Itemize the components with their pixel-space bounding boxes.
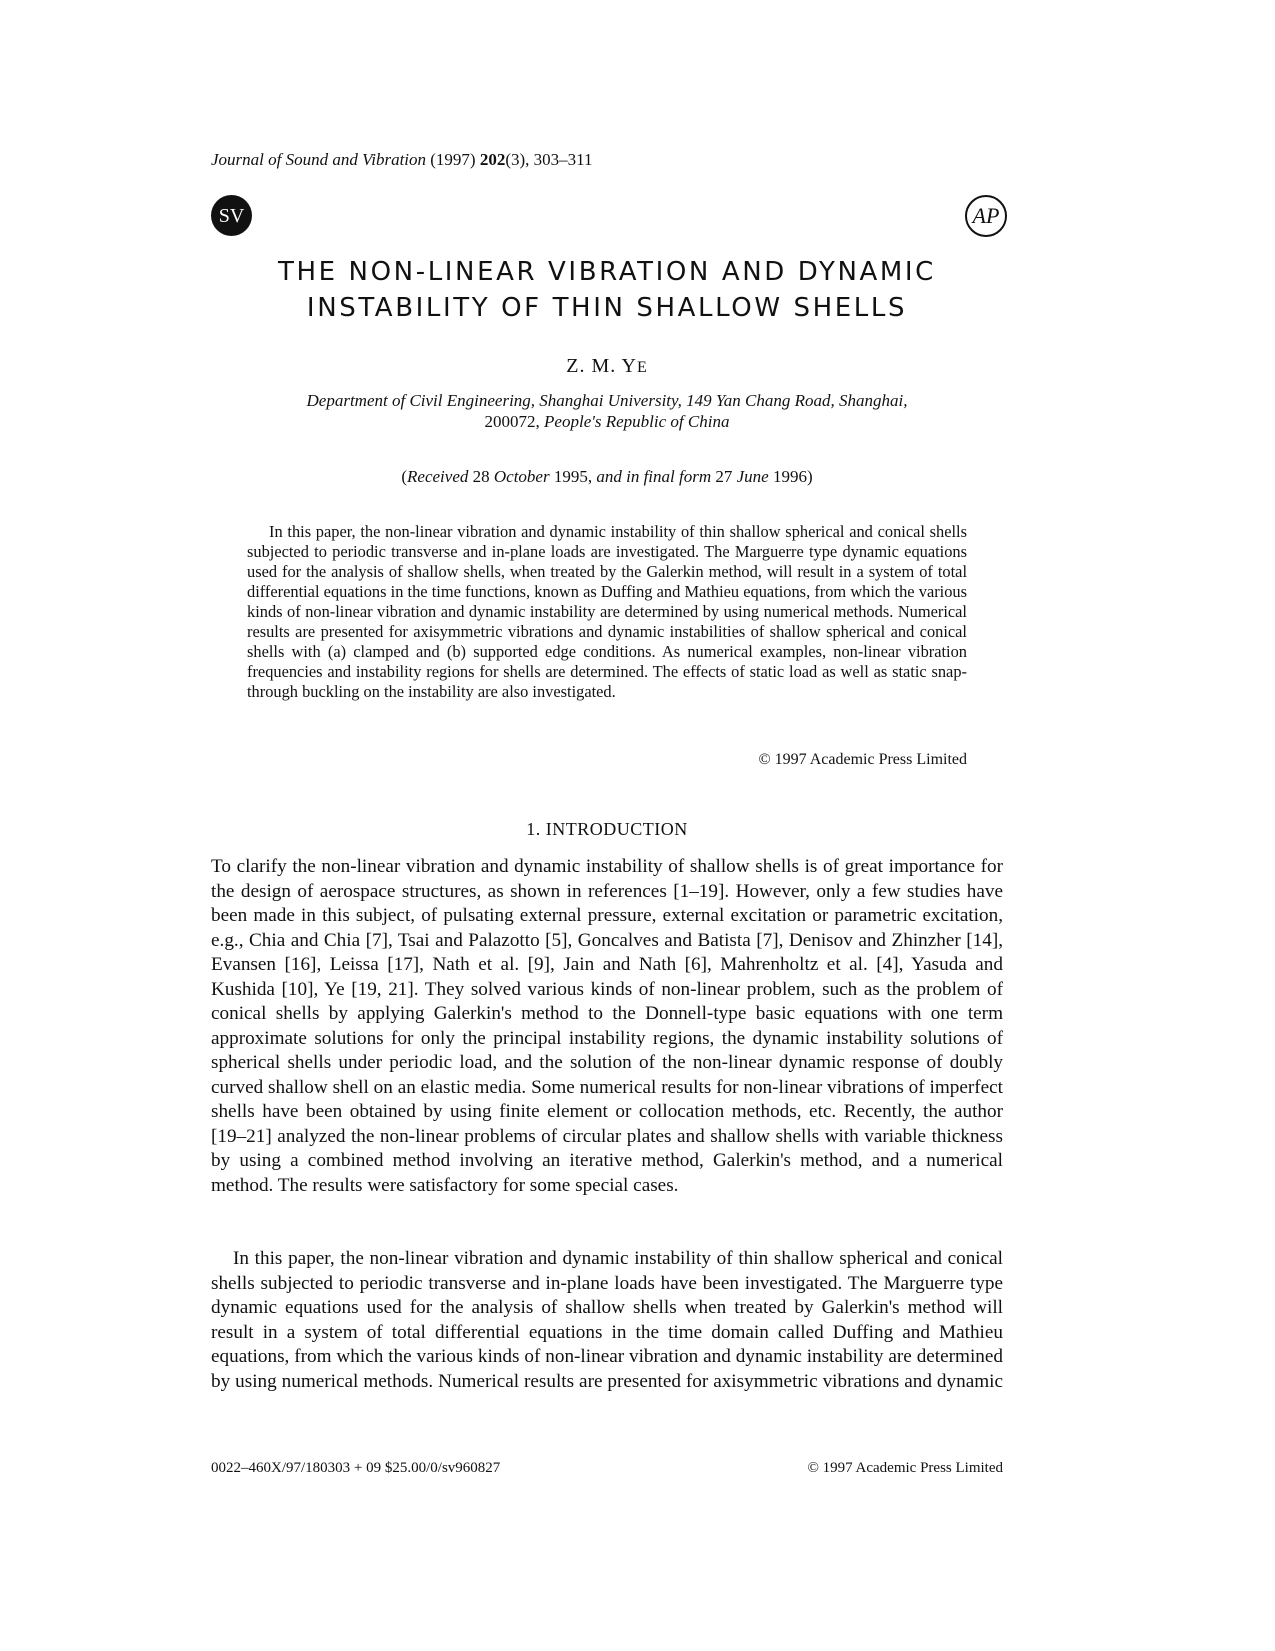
- title-line-1: THE NON-LINEAR VIBRATION AND DYNAMIC: [278, 257, 936, 287]
- sv-logo-icon: SV: [211, 195, 252, 236]
- journal-issue-pages: (3), 303–311: [505, 150, 593, 169]
- abstract-copyright: © 1997 Academic Press Limited: [758, 751, 967, 768]
- title-line-2: INSTABILITY OF THIN SHALLOW SHELLS: [306, 293, 908, 323]
- section-heading: 1. INTRODUCTION: [526, 819, 688, 839]
- ap-logo-icon: AP: [965, 195, 1007, 237]
- journal-name: Journal of Sound and Vibration: [211, 150, 427, 169]
- received-dates: (Received 28 October 1995, and in final form 27 June 1996): [401, 467, 813, 486]
- affiliation-line-1: Department of Civil Engineering, Shanghai University, 149 Yan Chang Road, Shanghai,: [306, 391, 908, 410]
- intro-paragraph-2: In this paper, the non-linear vibration and dynamic instability of thin shallow spherical and conical shells subjected to periodic transverse and in-plane loads have been investigated. The Marguerre type dynamic equations used for the analysis of shallow shells when treated by Galerkin's method will result in a system of total differential equations in the time domain called Duffing and Mathieu equations, from which the various kinds of non-linear vibration and dynamic instability are determined by using numerical methods. Numerical results are presented for axisymmetric vibrations and dynamic: [211, 1248, 1003, 1392]
- journal-year: (1997): [430, 150, 476, 169]
- footer-code: 0022–460X/97/180303 + 09 $25.00/0/sv960827: [211, 1460, 501, 1476]
- abstract-text: In this paper, the non-linear vibration and dynamic instability of thin shallow spherical and conical shells subjected to periodic transverse and in-plane loads are investigated. The Marguerre type dynamic equations used for the analysis of shallow shells, when treated by the Galerkin method, will result in a system of total differential equations in the time functions, known as Duffing and Mathieu equations, from which the various kinds of non-linear vibration and dynamic instability are determined by using numerical methods. Numerical results are presented for axisymmetric vibrations and dynamic instabilities of shallow spherical and conical shells with (a) clamped and (b) supported edge conditions. As numerical examples, non-linear vibration frequencies and instability regions for shells are determined. The effects of static load as well as static snap-through buckling on the instability are also investigated.: [247, 522, 967, 701]
- journal-volume: 202: [479, 150, 506, 169]
- footer-copyright: © 1997 Academic Press Limited: [807, 1460, 1003, 1476]
- author-affiliation: [211, 390, 1003, 432]
- paper-title: [211, 254, 1003, 326]
- affiliation-line-2: 200072, People's Republic of China: [484, 412, 730, 431]
- author-name: Z. M. YE: [566, 355, 648, 377]
- intro-paragraph-1: To clarify the non-linear vibration and dynamic instability of shallow shells is of great importance for the design of aerospace structures, as shown in references [1–19]. However, only a few studies have been made in this subject, of pulsating external pressure, external excitation or parametric excitation, e.g., Chia and Chia [7], Tsai and Palazotto [5], Goncalves and Batista [7], Denisov and Zhinzher [14], Evansen [16], Leissa [17], Nath et al. [9], Jain and Nath [6], Mahrenholtz et al. [4], Yasuda and Kushida [10], Ye [19, 21]. They solved various kinds of non-linear problem, such as the problem of conical shells by applying Galerkin's method to the Donnell-type basic equations with one term approximate solutions for only the principal instability regions, the dynamic instability solutions of spherical shells under periodic load, and the solution of the non-linear dynamic response of doubly curved shallow shell on an elastic media. Some numerical results for non-linear vibrations of imperfect shells have been obtained by using finite element or collocation methods, etc. Recently, the author [19–21] analyzed the non-linear problems of circular plates and shallow shells with variable thickness by using a combined method involving an iterative method, Galerkin's method, and a numerical method. The results were satisfactory for some special cases.: [211, 856, 1003, 1196]
- journal-citation: [211, 150, 593, 170]
